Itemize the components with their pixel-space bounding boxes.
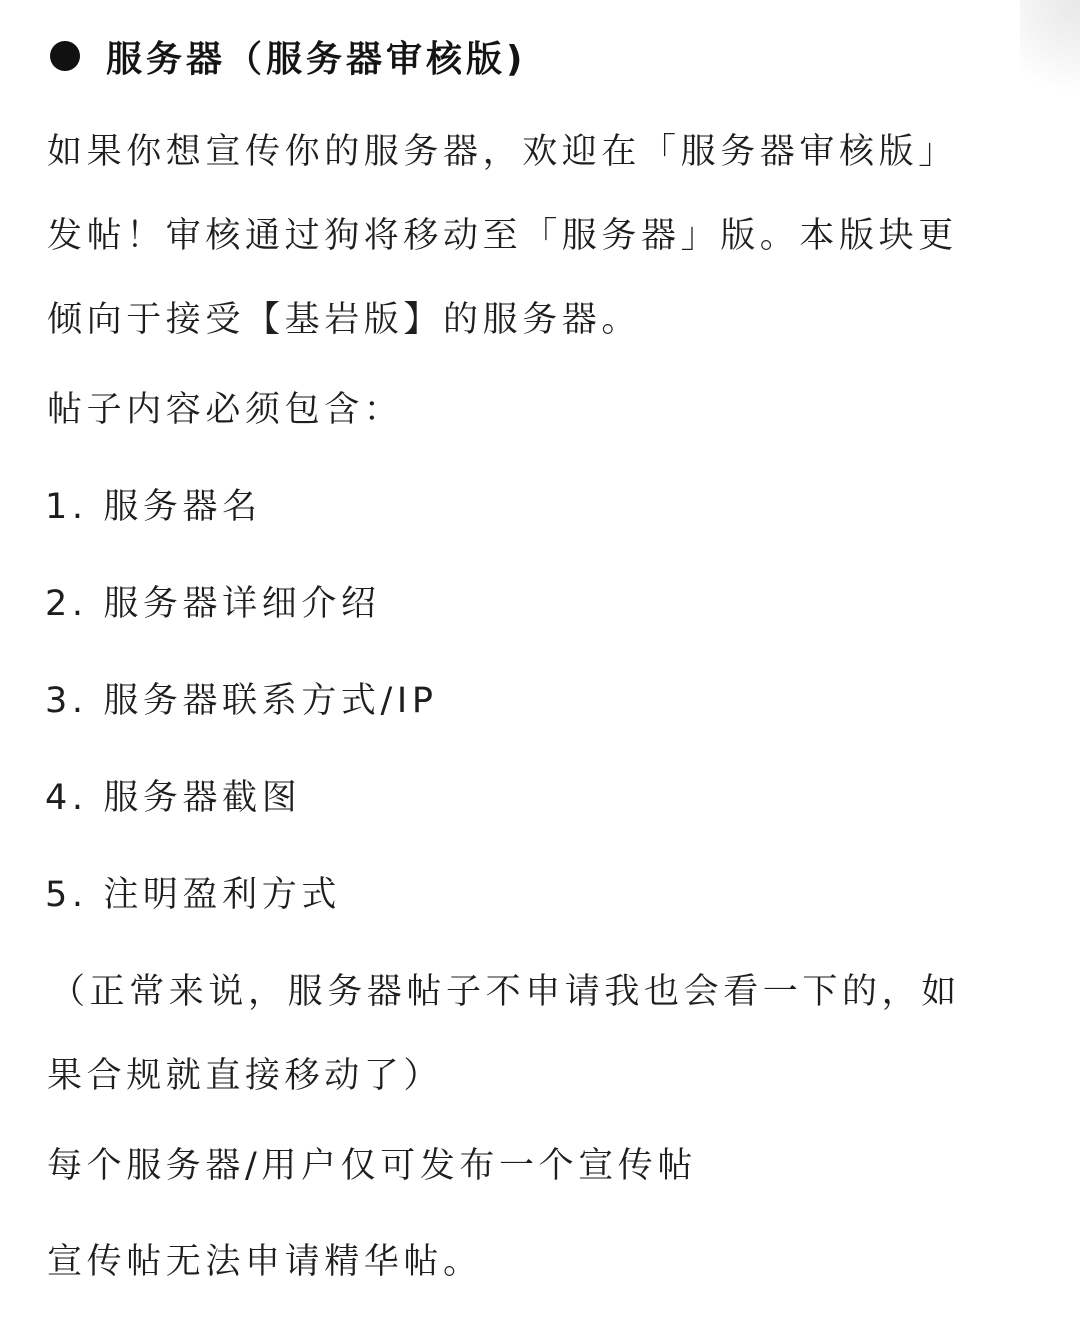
intro-line-1: 如果你想宣传你的服务器，欢迎在「服务器审核版」 xyxy=(47,132,958,172)
intro-line-2: 发帖！审核通过狗将移动至「服务器」版。本版块更 xyxy=(47,216,958,256)
heading-text: 服务器（服务器审核版) xyxy=(106,38,527,80)
corner-shadow xyxy=(1020,0,1080,120)
requirement-item-1: 1. 服务器名 xyxy=(45,487,262,527)
requirement-item-5: 5. 注明盈利方式 xyxy=(45,875,341,915)
requirement-item-2: 2. 服务器详细介绍 xyxy=(45,584,381,624)
requirement-item-3: 3. 服务器联系方式/IP xyxy=(45,681,438,721)
requirement-item-4: 4. 服务器截图 xyxy=(45,778,302,818)
note-line-1: （正常来说，服务器帖子不申请我也会看一下的，如 xyxy=(50,972,961,1012)
note-line-2: 果合规就直接移动了） xyxy=(47,1056,444,1096)
bullet-dot-icon xyxy=(50,41,80,71)
requirements-title: 帖子内容必须包含： xyxy=(47,390,404,430)
rule-line-1: 每个服务器/用户仅可发布一个宣传帖 xyxy=(47,1146,697,1186)
rule-line-2: 宣传帖无法申请精华帖。 xyxy=(47,1242,483,1282)
intro-line-3: 倾向于接受【基岩版】的服务器。 xyxy=(47,300,642,340)
section-heading xyxy=(50,26,526,86)
